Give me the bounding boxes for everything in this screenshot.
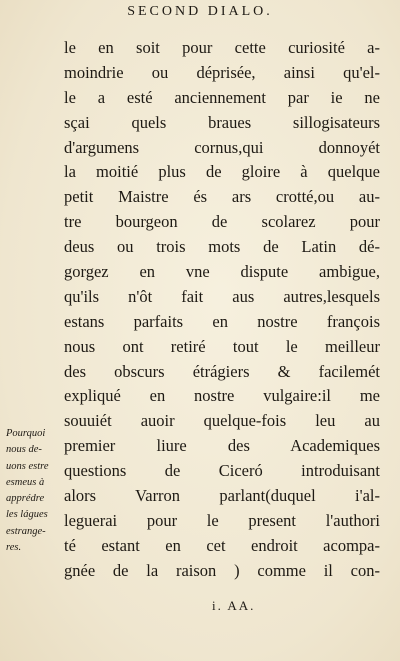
text-line: moindrie ou déprisée, ainsi qu'el- bbox=[64, 62, 380, 82]
text-line: qu'ils n'ôt fait aus autres,lesquels bbox=[64, 286, 380, 306]
text-line: le en soit pour cette curiosité a- bbox=[64, 38, 380, 57]
text-line: leguerai pour le present l'authori bbox=[64, 510, 380, 530]
marginal-line: uons estre bbox=[6, 460, 49, 472]
text-line: deus ou trois mots de Latin dé- bbox=[64, 237, 380, 257]
text-line: nous ont retiré tout le meilleur bbox=[64, 336, 380, 356]
text-line: sçai quels braues sillogisateurs bbox=[64, 112, 380, 132]
text-line: souuiét auoir quelque-fois leu au bbox=[64, 411, 380, 431]
text-line: premier liure des Academiques bbox=[64, 436, 380, 456]
marginal-line: les lágues bbox=[6, 509, 48, 521]
text-line: gnée de la raison ) comme il con- bbox=[64, 560, 380, 580]
running-head: SECOND DIALO. bbox=[127, 4, 273, 19]
text-line: le a esté anciennement par ie ne bbox=[64, 87, 380, 107]
text-line: estans parfaits en nostre françois bbox=[64, 311, 380, 331]
text-line: petit Maistre és ars crotté,ou au- bbox=[64, 187, 380, 207]
text-line: té estant en cet endroit acompa- bbox=[64, 535, 380, 555]
text-line: d'argumens cornus,qui donnoyét bbox=[64, 137, 380, 157]
text-line: la moitié plus de gloire à quelque bbox=[64, 162, 380, 182]
marginal-line: Pourquoi bbox=[6, 428, 46, 439]
marginal-line: apprédre bbox=[6, 493, 45, 505]
text-line: tre bourgeon de scolarez pour bbox=[64, 212, 380, 232]
text-line: expliqué en nostre vulgaire:il me bbox=[64, 386, 380, 406]
marginal-note bbox=[6, 426, 66, 556]
marginal-line: esmeus à bbox=[6, 476, 45, 488]
text-line: alors Varron parlant(duquel i'al- bbox=[64, 486, 380, 506]
marginal-line: res. bbox=[6, 542, 22, 554]
body-text bbox=[64, 36, 380, 584]
text-line: gorgez en vne dispute ambigue, bbox=[64, 262, 380, 282]
signature-mark: i. AA. bbox=[212, 598, 256, 613]
marginal-line: estrange- bbox=[6, 525, 46, 537]
text-line: questions de Ciceró introduisant bbox=[64, 461, 380, 481]
text-line: des obscurs étrágiers & facilemét bbox=[64, 361, 380, 381]
marginal-line: nous de- bbox=[6, 444, 42, 456]
